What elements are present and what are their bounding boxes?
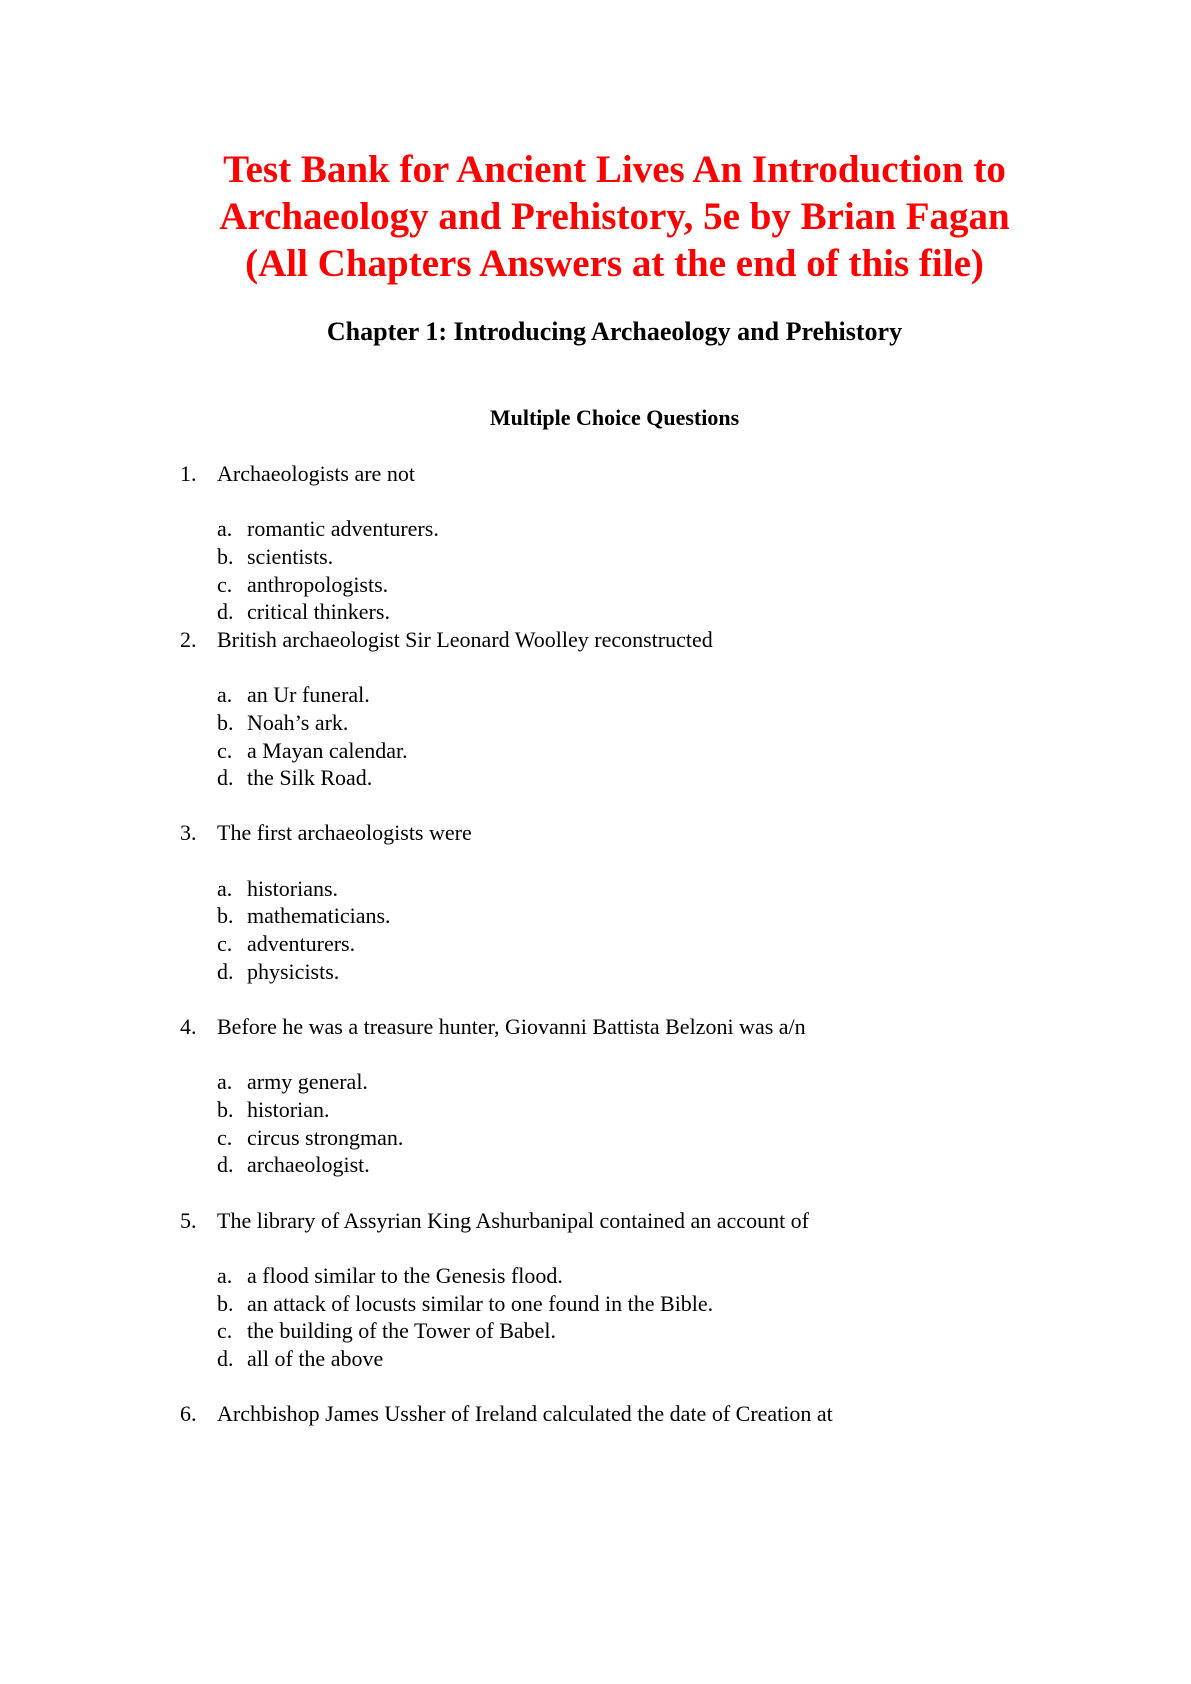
option-text: the building of the Tower of Babel.: [247, 1318, 557, 1343]
option-letter: d.: [217, 765, 234, 790]
option-letter: c.: [217, 572, 233, 597]
option-text: a Mayan calendar.: [247, 738, 408, 763]
question-number: 1.: [180, 461, 197, 486]
option-text: Noah’s ark.: [247, 710, 349, 735]
option-letter: d.: [217, 959, 234, 984]
answer-option: [217, 737, 408, 765]
section-heading: Multiple Choice Questions: [489, 405, 740, 430]
option-text: scientists.: [247, 544, 334, 569]
option-text: historians.: [247, 876, 339, 901]
option-letter: c.: [217, 1318, 233, 1343]
option-letter: a.: [217, 1263, 233, 1288]
question-number: 5.: [180, 1208, 197, 1233]
option-text: mathematicians.: [247, 903, 391, 928]
question-item: [180, 1400, 833, 1428]
question-text: Archaeologists are not: [217, 461, 415, 486]
option-text: critical thinkers.: [247, 599, 390, 624]
option-letter: a.: [217, 876, 233, 901]
option-text: the Silk Road.: [247, 765, 373, 790]
option-text: romantic adventurers.: [247, 516, 439, 541]
question-text: Archbishop James Ussher of Ireland calculated the date of Creation at: [217, 1401, 833, 1426]
option-text: anthropologists.: [247, 572, 389, 597]
answer-option: [217, 1151, 370, 1179]
question-number: 2.: [180, 627, 197, 652]
option-text: historian.: [247, 1097, 330, 1122]
title-line: Archaeology and Prehistory, 5e by Brian Fagan: [219, 195, 1010, 238]
answer-option: [217, 598, 390, 626]
option-letter: d.: [217, 599, 234, 624]
answer-option: [217, 681, 370, 709]
option-text: a flood similar to the Genesis flood.: [247, 1263, 563, 1288]
answer-option: [217, 902, 391, 930]
option-letter: c.: [217, 738, 233, 763]
question-text: British archaeologist Sir Leonard Woolley reconstructed: [217, 627, 713, 652]
option-letter: a.: [217, 516, 233, 541]
option-text: physicists.: [247, 959, 340, 984]
document-title: [0, 146, 1191, 287]
option-letter: b.: [217, 710, 234, 735]
answer-option: [217, 571, 388, 599]
answer-option: [217, 930, 355, 958]
answer-option: [217, 1290, 713, 1318]
answer-option: [217, 543, 333, 571]
title-line: (All Chapters Answers at the end of this file): [245, 242, 984, 285]
chapter-heading: Chapter 1: Introducing Archaeology and Prehistory: [326, 317, 903, 346]
option-text: an Ur funeral.: [247, 682, 370, 707]
answer-option: [217, 1068, 368, 1096]
option-letter: c.: [217, 1125, 233, 1150]
question-item: [180, 819, 472, 847]
option-letter: b.: [217, 903, 234, 928]
question-text: The first archaeologists were: [217, 820, 472, 845]
option-text: an attack of locusts similar to one found in the Bible.: [247, 1291, 714, 1316]
option-letter: a.: [217, 682, 233, 707]
question-text: Before he was a treasure hunter, Giovanni Battista Belzoni was a/n: [217, 1014, 806, 1039]
title-line: Test Bank for Ancient Lives An Introduction to: [223, 148, 1006, 191]
option-text: army general.: [247, 1069, 368, 1094]
question-number: 4.: [180, 1014, 197, 1039]
question-item: [180, 460, 415, 488]
question-item: [180, 1207, 809, 1235]
question-number: 6.: [180, 1401, 197, 1426]
option-letter: b.: [217, 1097, 234, 1122]
answer-option: [217, 709, 348, 737]
option-text: circus strongman.: [247, 1125, 404, 1150]
option-letter: b.: [217, 1291, 234, 1316]
question-number: 3.: [180, 820, 197, 845]
answer-option: [217, 1096, 330, 1124]
answer-option: [217, 764, 372, 792]
option-letter: d.: [217, 1346, 234, 1371]
answer-option: [217, 958, 339, 986]
option-letter: b.: [217, 544, 234, 569]
answer-option: [217, 875, 338, 903]
answer-option: [217, 515, 439, 543]
option-text: adventurers.: [247, 931, 356, 956]
option-letter: c.: [217, 931, 233, 956]
option-letter: d.: [217, 1152, 234, 1177]
question-item: [180, 626, 713, 654]
answer-option: [217, 1317, 556, 1345]
option-text: all of the above: [247, 1346, 384, 1371]
answer-option: [217, 1345, 383, 1373]
option-text: archaeologist.: [247, 1152, 370, 1177]
question-text: The library of Assyrian King Ashurbanipal contained an account of: [217, 1208, 810, 1233]
option-letter: a.: [217, 1069, 233, 1094]
answer-option: [217, 1262, 563, 1290]
answer-option: [217, 1124, 403, 1152]
question-item: [180, 1013, 806, 1041]
